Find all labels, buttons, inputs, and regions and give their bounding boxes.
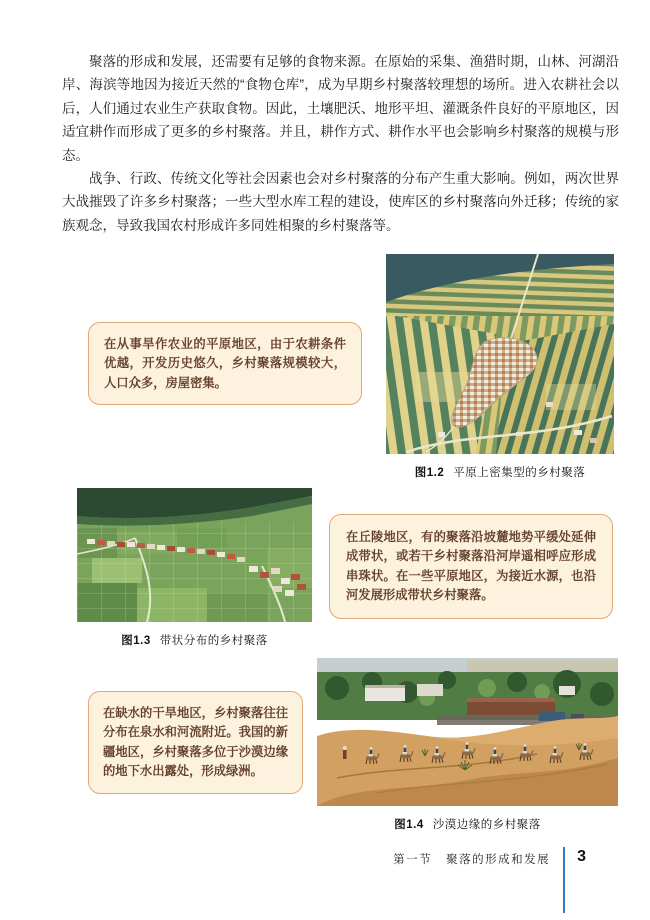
note-band-settlement [329,514,613,619]
photo-desert-edge-village [317,658,618,806]
figure-1-2 [386,254,614,480]
figure-1-2-number: 图1.2 [414,467,445,479]
figure-1-3-number: 图1.3 [121,635,151,647]
note-plain-settlement-text: 在从事旱作农业的平原地区，由于农耕条件优越，开发历史悠久，乡村聚落规模较大，人口众多，房屋密集。 [104,337,346,390]
sand-dunes [317,716,618,806]
paragraph-food-source: 聚落的形成和发展，还需要有足够的食物来源。在原始的采集、渔猎时期，山林、河湖沿岸、海滨等地因为接近天然的“食物仓库”，成为早期乡村聚落较理想的场所。进入农耕社会以后，人们通过农业生产获取食物。因此，土壤肥沃、地形平坦、灌溉条件良好的平原地区，因适宜耕作而形成了更多的乡村聚落。并且，耕作方式、耕作水平也会影响乡村聚落的规模与形态。 [62,54,619,163]
footer-section-name: 聚落的形成和发展 [446,854,551,866]
figure-1-2-title: 平原上密集型的乡村聚落 [453,467,586,479]
figure-1-4 [317,658,618,832]
aerial-photo-plain-village [386,254,614,454]
figure-1-4-number: 图1.4 [394,819,424,831]
page-number: 3 [577,848,586,865]
aerial-photo-band-village [77,488,312,622]
page-footer [0,847,586,913]
paragraph-social-factors: 战争、行政、传统文化等社会因素也会对乡村聚落的分布产生重大影响。例如，两次世界大战摧毁了许多乡村聚落；一些大型水库工程的建设，使库区的乡村聚落向外迁移；传统的家族观念，导致我国农村形成许多同姓相聚的乡村聚落等。 [62,171,619,233]
note-oasis-settlement [88,691,303,794]
figure-1-3 [77,488,312,648]
footer-section-number: 第一节 [393,854,433,866]
note-band-settlement-text: 在丘陵地区，有的聚落沿坡麓地势平缓处延伸成带状，或若干乡村聚落沿河岸遥相呼应形成串珠状。在一些平原地区，为接近水源，也沿河发展形成带状乡村聚落。 [346,530,596,603]
footer-section-title [393,847,550,867]
note-oasis-settlement-text: 在缺水的干旱地区，乡村聚落往往分布在泉水和河流附近。我国的新疆地区，乡村聚落多位于沙漠边缘的地下水出露处，形成绿洲。 [103,706,288,779]
figure-1-3-caption [77,632,312,648]
standing-person [343,746,347,759]
footer-divider-line [563,847,565,913]
note-plain-settlement [88,322,362,405]
figure-1-4-title: 沙漠边缘的乡村聚落 [432,819,541,831]
distant-plain [467,660,618,672]
figure-1-2-caption [386,464,614,480]
intro-text-block [62,50,619,237]
figure-1-3-title: 带状分布的乡村聚落 [159,635,268,647]
figure-1-4-caption [317,816,618,832]
